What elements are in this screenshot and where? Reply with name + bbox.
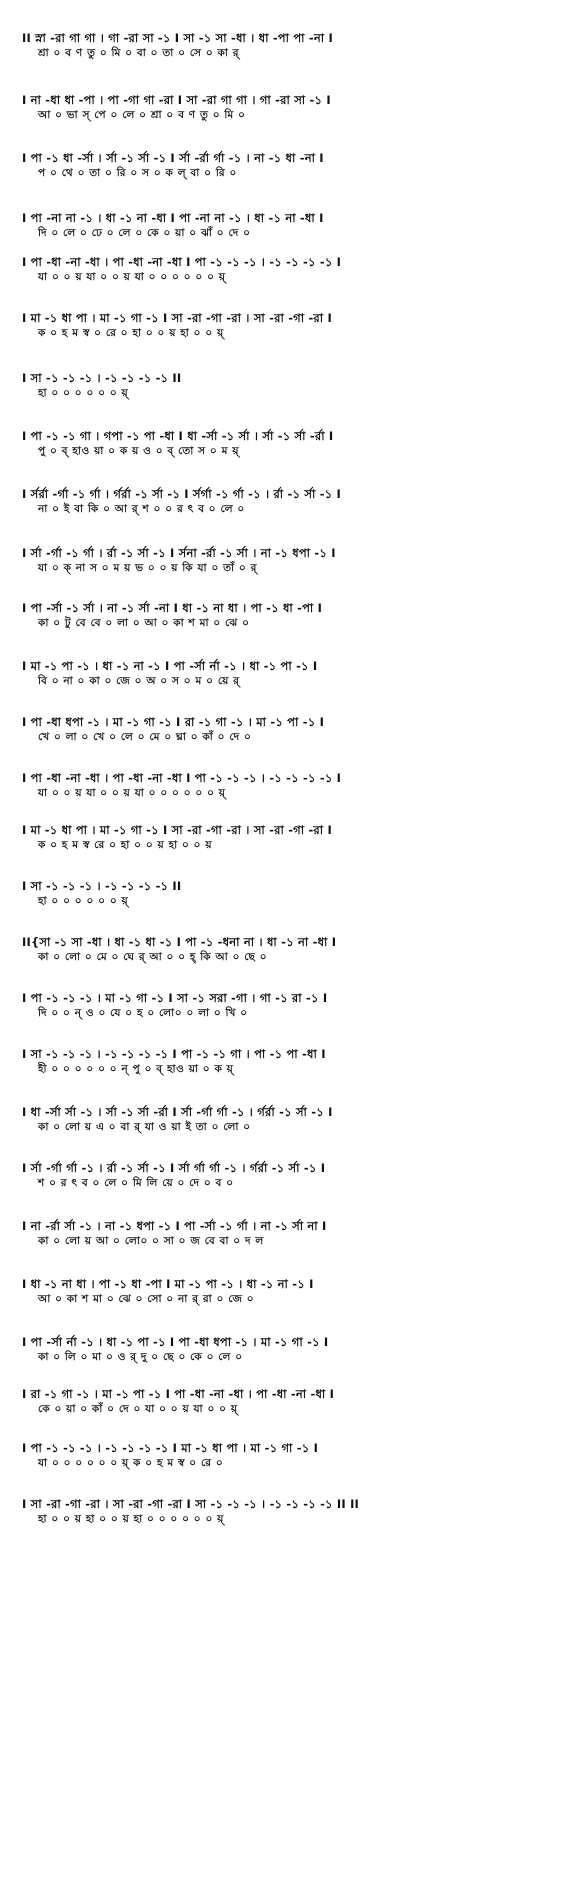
swara-line: I সা -১ -১ -১ । -১ -১ -১ -১ I পা -১ -১ গা । পা -১ পা -ধা I (22, 1047, 326, 1061)
swara-line: I ধা -১ না ধা । পা -১ ধা -পা I মা -১ পা -১ । ধা -১ না -১ I (22, 1277, 314, 1291)
notation-row (22, 370, 562, 401)
notation-row (22, 1160, 562, 1191)
notation-row (22, 600, 562, 631)
swara-line: I র্সা -র্গা -১ র্গা । র্রা -১ র্সা -১ I র্সনা -র্রা -১ র্সা । না -১ ধপা -১ I (22, 546, 336, 560)
swara-line: II{সা -১ সা -ধা । ধা -১ ধা -১ I পা -১ -ধনা না । ধা -১ না -ধা I (22, 935, 337, 949)
lyric-line: হা ০ ০ ০ ০ ০ ০ য়্ (38, 387, 129, 399)
notation-row (22, 210, 562, 241)
swara-line: I পা -১ -১ -১ । মা -১ গা -১ I সা -১ সরা -গা । গা -১ রা -১ I (22, 991, 328, 1005)
lyric-line: হী ০ ০ ০ ০ ০ ০ ন্ পু ০ ব্ হাও য়া ০ ক য়্ (38, 1063, 234, 1075)
notation-row (22, 934, 562, 965)
swara-line: I সা -রা -গা -রা । সা -রা -গা -রা I সা -১ -১ -১ । -১ -১ -১ -১ II II (22, 1497, 360, 1511)
notation-row (22, 92, 562, 123)
lyric-line: খে ০ লা ০ খে ০ লে ০ মে ০ ঘ্না ০ কাঁ ০ দে ০ (38, 731, 252, 743)
lyric-line: না ০ ই বা কি ০ আ র্ শ ০ ০ র ৎ ব ০ লে ০ (38, 503, 245, 515)
lyric-line: যা ০ ০ ০ ০ ০ ০ য়্ ক ০ হ ম স্ব ০ রে ০ (38, 1457, 224, 1469)
lyric-line: কা ০ লো ০ মে ০ ঘে র্ আ ০ ০ হ্ কি আ ০ ছে ০ (38, 951, 268, 963)
swara-line: I র্সর্রা -র্গা -১ র্গা । র্গর্রা -১ র্সা -১ I র্সর্গা -১ র্গা -১ । র্রা -১ র্সা -১ I (22, 487, 342, 501)
lyric-line: যা ০ ০ য় যা ০ ০ য় যা ০ ০ ০ ০ ০ ০ য়্ (38, 787, 226, 799)
notation-row (22, 1334, 562, 1365)
lyric-line: যা ০ ০ য় যা ০ ০ য় যা ০ ০ ০ ০ ০ ০ য়্ (38, 271, 226, 283)
notation-row (22, 428, 562, 459)
lyric-line: ক ০ হ ম স্ব রে ০ হা ০ ০ য় হা ০ ০ য় (38, 839, 213, 851)
lyric-line: কা ০ লো য় আ ০ লো০ ০ সা ০ জ বে বা ০ দ ল (38, 1235, 264, 1247)
lyric-line: যা ০ ক্ না স ০ ম য় ভ ০ ০ য় কি যা ০ তাঁ ০ র্ (38, 562, 257, 574)
lyric-line: হা ০ ০ য় হা ০ ০ য় হা ০ ০ ০ ০ ০ ০ য়্ (38, 1513, 224, 1525)
lyric-line: শ ০ র ৎ ব ০ লে ০ মি লি য়ে ০ দে ০ ব ০ (38, 1177, 234, 1189)
notation-row (22, 1496, 562, 1527)
notation-row (22, 486, 562, 517)
notation-row (22, 1386, 562, 1417)
notation-row (22, 30, 562, 61)
notation-row (22, 1218, 562, 1249)
swara-line: I পা -র্সা র্না -১ । ধা -১ পা -১ I পা -ধা ধপা -১ । মা -১ গা -১ I (22, 1335, 329, 1349)
notation-row (22, 545, 562, 576)
swara-line: I সা -১ -১ -১ । -১ -১ -১ -১ II (22, 879, 182, 893)
notation-row (22, 1440, 562, 1471)
notation-row (22, 310, 562, 341)
lyric-line: পু ০ ব্ হাও য়া ০ ক য় ও ০ ব্ তো স ০ ম য়্ (38, 445, 240, 457)
swara-line: I পা -না না -১ । ধা -১ না -ধা I পা -না না -১ । ধা -১ না -ধা I (22, 211, 324, 225)
swara-line: I সা -১ -১ -১ । -১ -১ -১ -১ II (22, 371, 182, 385)
swara-line: I র্সা -র্গা র্গা -১ । র্রা -১ র্সা -১ I র্সা র্গা র্গা -১ । র্গর্রা -১ র্সা -১ I (22, 1161, 326, 1175)
swara-line: I পা -১ -১ -১ । -১ -১ -১ -১ I মা -১ ধা পা । মা -১ গা -১ I (22, 1441, 319, 1455)
swara-line: I মা -১ ধা পা । মা -১ গা -১ I সা -রা -গা -রা । সা -রা -গা -রা I (22, 823, 332, 837)
notation-row (22, 878, 562, 909)
swara-line: I না -ধা ধা -পা । পা -গা গা -রা I সা -রা গা গা । গা -রা সা -১ I (22, 93, 331, 107)
lyric-line: দি ০ ০ ন্ ও ০ যে ০ হ ০ লো০ ০ লা ০ খি ০ (38, 1007, 248, 1019)
swara-line: II স্না -রা গা গা । গা -রা সা -১ I সা -১ সা -ধা । ধা -পা পা -না I (22, 31, 333, 45)
swara-line: I ধা -র্সা র্সা -১ । র্সা -১ র্সা -র্রা I র্সা -র্গা র্গা -১ । র্গর্রা -১ র্সা -১ I (22, 1105, 333, 1119)
swara-line: I পা -১ ধা -র্সা । র্সা -১ র্সা -১ I র্সা -র্রা র্গা -১ । না -১ ধা -না I (22, 151, 324, 165)
lyric-line: প ০ থে ০ তা ০ রি ০ স ০ ক ল্ বা ০ রি ০ (38, 167, 237, 179)
lyric-line: কা ০ লি ০ মা ০ ও র্ দু ০ ছে ০ কে ০ লে ০ (38, 1351, 243, 1363)
lyric-line: আ ০ কা শ মা ০ ঝে ০ সো ০ না র্ রা ০ জে ০ (38, 1293, 255, 1305)
swara-line: I পা -ধা -না -ধা । পা -ধা -না -ধা I পা -১ -১ -১ । -১ -১ -১ -১ I (22, 255, 342, 269)
swara-line: I মা -১ পা -১ । ধা -১ না -১ I পা -র্সা র্না -১ । ধা -১ পা -১ I (22, 659, 318, 673)
notation-row (22, 1276, 562, 1307)
notation-row (22, 150, 562, 181)
swara-line: I রা -১ গা -১ । মা -১ পা -১ I পা -ধা -না -ধা । পা -ধা -না -ধা I (22, 1387, 335, 1401)
notation-row (22, 254, 562, 285)
lyric-line: কা ০ টু বে বে ০ লা ০ আ ০ কা শ মা ০ ঝে ০ (38, 617, 250, 629)
lyric-line: কা ০ লো য় এ ০ বা র্ যা ও য়া ই তা ০ লো ০ (38, 1121, 251, 1133)
notation-row (22, 1104, 562, 1135)
notation-row (22, 658, 562, 689)
lyric-line: শ্রা ০ ব ণ তু ০ মি ০ বা ০ তা ০ সে ০ কা র্ (38, 47, 240, 59)
notation-row (22, 822, 562, 853)
swara-line: I পা -র্সা -১ র্সা । না -১ র্সা -না I ধা -১ না ধা । পা -১ ধা -পা I (22, 601, 323, 615)
notation-row (22, 1046, 562, 1077)
swara-line: I না -র্রা র্সা -১ । না -১ ধপা -১ I পা -র্সা -১ র্গা । না -১ র্সা না I (22, 1219, 327, 1233)
lyric-line: বি ০ না ০ কা ০ জে ০ অ ০ স ০ ম ০ য়ে র্ (38, 675, 240, 687)
lyric-line: হা ০ ০ ০ ০ ০ ০ য়্ (38, 895, 129, 907)
notation-row (22, 990, 562, 1021)
notation-row (22, 770, 562, 801)
lyric-line: আ ০ ভা স্ পে ০ লে ০ শ্রা ০ ব ণ তু ০ মি ০ (38, 109, 246, 121)
swara-line: I পা -ধা -না -ধা । পা -ধা -না -ধা I পা -১ -১ -১ । -১ -১ -১ -১ I (22, 771, 342, 785)
lyric-line: ক ০ হ ম স্ব ০ রে ০ হা ০ ০ য় হা ০ ০ য়্ (38, 327, 224, 339)
swara-line: I মা -১ ধা পা । মা -১ গা -১ I সা -রা -গা -রা । সা -রা -গা -রা I (22, 311, 332, 325)
swara-line: I পা -১ -১ গা । গপা -১ পা -ধা I ধা -র্সা -১ র্সা । র্সা -১ র্সা -র্রা I (22, 429, 334, 443)
swara-line: I পা -ধা ধপা -১ । মা -১ গা -১ I রা -১ গা -১ । মা -১ পা -১ I (22, 715, 325, 729)
notation-row (22, 714, 562, 745)
lyric-line: কে ০ য়া ০ কাঁ ০ দে ০ যা ০ ০ য় যা ০ ০ য়্ (38, 1403, 238, 1415)
lyric-line: দি ০ লে ০ ঢে ০ লে ০ কে ০ য়া ০ ঝাঁ ০ দে ০ (38, 227, 251, 239)
